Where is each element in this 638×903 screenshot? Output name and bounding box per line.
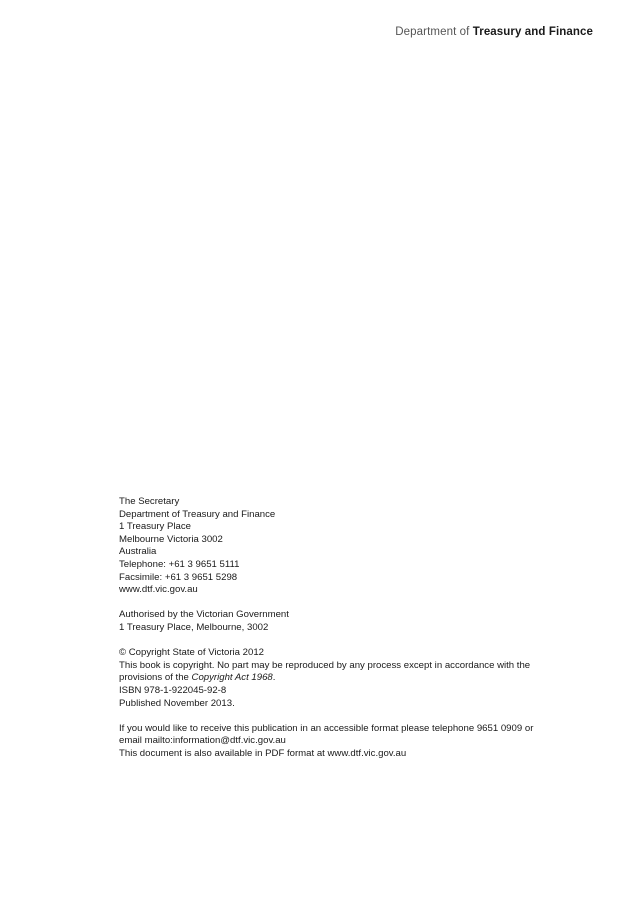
provisions-suffix: . <box>272 672 276 684</box>
isbn-line: ISBN 978-1-922045-92-8 <box>119 684 227 696</box>
authorised-address: 1 Treasury Place, Melbourne, 3002 <box>119 621 269 633</box>
contact-address-block <box>119 496 599 597</box>
contact-line: Australia <box>119 546 157 558</box>
copyright-notice: © Copyright State of Victoria 2012 <box>119 647 265 659</box>
contact-line: The Secretary <box>119 496 180 507</box>
contact-facsimile: Facsimile: +61 3 9651 5298 <box>119 571 238 583</box>
contact-line: 1 Treasury Place <box>119 521 191 533</box>
published-date: Published November 2013. <box>119 697 235 709</box>
contact-website: www.dtf.vic.gov.au <box>119 584 198 596</box>
accessibility-email: email mailto:information@dtf.vic.gov.au <box>119 735 286 747</box>
copyright-block <box>119 647 599 710</box>
contact-line: Department of Treasury and Finance <box>119 508 276 520</box>
accessibility-pdf-note: This document is also available in PDF format at www.dtf.vic.gov.au <box>119 747 407 759</box>
header-prefix: Department of <box>395 26 470 38</box>
contact-line: Melbourne Victoria 3002 <box>119 533 223 545</box>
department-header <box>395 26 593 38</box>
imprint-page-text <box>119 496 599 773</box>
accessibility-line: If you would like to receive this publication in an accessible format please telephone 9651 0909 or <box>119 722 534 734</box>
authorised-line: Authorised by the Victorian Government <box>119 609 289 621</box>
header-department-name: Treasury and Finance <box>472 26 593 38</box>
authorisation-block <box>119 609 599 634</box>
accessibility-block <box>119 723 599 761</box>
copyright-provisions <box>119 672 599 685</box>
copyright-statement: This book is copyright. No part may be reproduced by any process except in accordance with the <box>119 659 531 671</box>
contact-telephone: Telephone: +61 3 9651 5111 <box>119 558 240 570</box>
provisions-prefix: provisions of the <box>119 672 192 684</box>
copyright-act-title: Copyright Act 1968 <box>191 672 273 684</box>
